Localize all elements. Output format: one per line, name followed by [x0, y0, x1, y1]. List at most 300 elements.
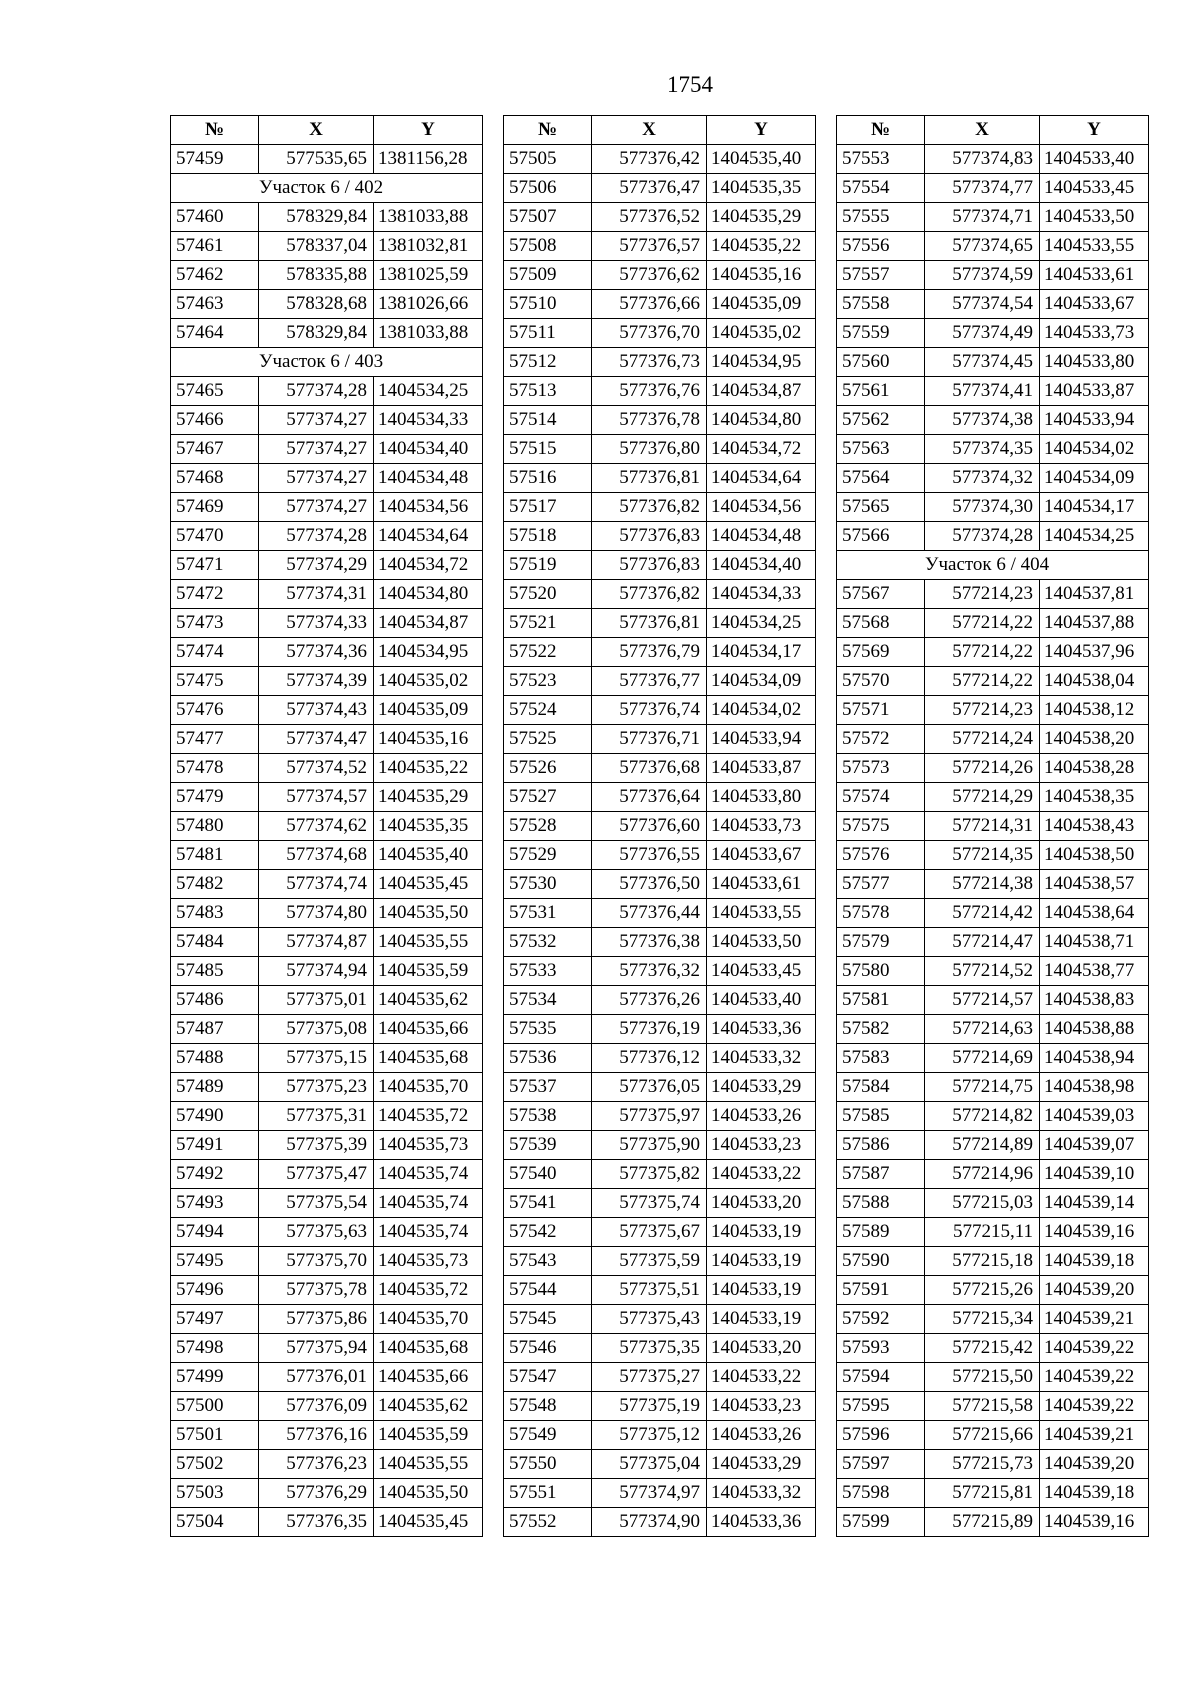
- table-row: [171, 870, 483, 899]
- x-coordinate-cell: 577376,62: [592, 261, 707, 290]
- point-number-cell: 57471: [171, 551, 259, 580]
- point-number-cell: 57486: [171, 986, 259, 1015]
- point-number-cell: 57464: [171, 319, 259, 348]
- y-coordinate-cell: 1404538,98: [1040, 1073, 1149, 1102]
- table-row: [837, 1479, 1149, 1508]
- x-coordinate-cell: 577374,49: [925, 319, 1040, 348]
- table-row: [837, 899, 1149, 928]
- x-coordinate-cell: 577375,54: [259, 1189, 374, 1218]
- table-row: [837, 464, 1149, 493]
- x-coordinate-cell: 577375,74: [592, 1189, 707, 1218]
- y-coordinate-cell: 1404533,29: [707, 1073, 816, 1102]
- y-coordinate-cell: 1404535,74: [374, 1218, 483, 1247]
- table-row: [837, 348, 1149, 377]
- y-coordinate-cell: 1404533,22: [707, 1160, 816, 1189]
- point-number-cell: 57554: [837, 174, 925, 203]
- x-coordinate-cell: 577374,83: [925, 145, 1040, 174]
- table-row: [504, 1276, 816, 1305]
- y-coordinate-cell: 1404533,45: [1040, 174, 1149, 203]
- y-coordinate-cell: 1404533,19: [707, 1276, 816, 1305]
- y-coordinate-cell: 1404534,95: [707, 348, 816, 377]
- x-coordinate-cell: 577376,16: [259, 1421, 374, 1450]
- x-coordinate-cell: 577215,34: [925, 1305, 1040, 1334]
- point-number-cell: 57531: [504, 899, 592, 928]
- table-row: [171, 522, 483, 551]
- x-coordinate-cell: 577376,60: [592, 812, 707, 841]
- y-coordinate-cell: 1404538,12: [1040, 696, 1149, 725]
- x-coordinate-cell: 577375,90: [592, 1131, 707, 1160]
- x-coordinate-cell: 577374,33: [259, 609, 374, 638]
- header-y: Y: [707, 116, 816, 145]
- x-coordinate-cell: 577375,08: [259, 1015, 374, 1044]
- x-coordinate-cell: 578335,88: [259, 261, 374, 290]
- y-coordinate-cell: 1404533,40: [1040, 145, 1149, 174]
- point-number-cell: 57586: [837, 1131, 925, 1160]
- y-coordinate-cell: 1404535,45: [374, 870, 483, 899]
- table-row: [504, 319, 816, 348]
- point-number-cell: 57597: [837, 1450, 925, 1479]
- y-coordinate-cell: 1404535,74: [374, 1160, 483, 1189]
- y-coordinate-cell: 1404534,87: [374, 609, 483, 638]
- table-row: [504, 725, 816, 754]
- header-number: №: [171, 116, 259, 145]
- point-number-cell: 57509: [504, 261, 592, 290]
- x-coordinate-cell: 577215,58: [925, 1392, 1040, 1421]
- x-coordinate-cell: 577214,75: [925, 1073, 1040, 1102]
- page-number: 1754: [667, 72, 713, 97]
- table-row: [504, 1189, 816, 1218]
- y-coordinate-cell: 1404534,64: [374, 522, 483, 551]
- coordinates-table-1: [170, 115, 483, 1537]
- point-number-cell: 57532: [504, 928, 592, 957]
- x-coordinate-cell: 577214,22: [925, 609, 1040, 638]
- x-coordinate-cell: 577374,97: [592, 1479, 707, 1508]
- table-row: [171, 435, 483, 464]
- point-number-cell: 57474: [171, 638, 259, 667]
- y-coordinate-cell: 1404533,26: [707, 1102, 816, 1131]
- x-coordinate-cell: 577214,35: [925, 841, 1040, 870]
- y-coordinate-cell: 1404538,28: [1040, 754, 1149, 783]
- y-coordinate-cell: 1404534,40: [707, 551, 816, 580]
- y-coordinate-cell: 1404535,59: [374, 957, 483, 986]
- point-number-cell: 57479: [171, 783, 259, 812]
- point-number-cell: 57541: [504, 1189, 592, 1218]
- x-coordinate-cell: 577375,94: [259, 1334, 374, 1363]
- table-row: [837, 1218, 1149, 1247]
- y-coordinate-cell: 1404533,32: [707, 1044, 816, 1073]
- header-y: Y: [374, 116, 483, 145]
- section-row: [837, 551, 1149, 580]
- table-row: [837, 1160, 1149, 1189]
- point-number-cell: 57561: [837, 377, 925, 406]
- y-coordinate-cell: 1404539,21: [1040, 1305, 1149, 1334]
- y-coordinate-cell: 1404537,96: [1040, 638, 1149, 667]
- point-number-cell: 57515: [504, 435, 592, 464]
- point-number-cell: 57563: [837, 435, 925, 464]
- table-row: [504, 928, 816, 957]
- x-coordinate-cell: 577215,50: [925, 1363, 1040, 1392]
- table-row: [504, 522, 816, 551]
- x-coordinate-cell: 577374,68: [259, 841, 374, 870]
- table-row: [504, 464, 816, 493]
- x-coordinate-cell: 577374,38: [925, 406, 1040, 435]
- table-row: [504, 1508, 816, 1537]
- point-number-cell: 57567: [837, 580, 925, 609]
- x-coordinate-cell: 578337,04: [259, 232, 374, 261]
- table-row: [837, 870, 1149, 899]
- table-row: [171, 203, 483, 232]
- y-coordinate-cell: 1404535,29: [374, 783, 483, 812]
- y-coordinate-cell: 1404534,72: [374, 551, 483, 580]
- point-number-cell: 57516: [504, 464, 592, 493]
- table-row: [504, 1363, 816, 1392]
- table-row: [504, 609, 816, 638]
- point-number-cell: 57562: [837, 406, 925, 435]
- x-coordinate-cell: 577374,77: [925, 174, 1040, 203]
- table-row: [171, 1160, 483, 1189]
- y-coordinate-cell: 1404538,71: [1040, 928, 1149, 957]
- point-number-cell: 57582: [837, 1015, 925, 1044]
- table-row: [171, 1450, 483, 1479]
- y-coordinate-cell: 1404535,66: [374, 1015, 483, 1044]
- x-coordinate-cell: 577374,80: [259, 899, 374, 928]
- x-coordinate-cell: 577214,23: [925, 580, 1040, 609]
- header-number: №: [504, 116, 592, 145]
- table-row: [837, 841, 1149, 870]
- x-coordinate-cell: 577215,18: [925, 1247, 1040, 1276]
- x-coordinate-cell: 577375,19: [592, 1392, 707, 1421]
- y-coordinate-cell: 1404535,22: [374, 754, 483, 783]
- table-row: [171, 609, 483, 638]
- y-coordinate-cell: 1404533,73: [707, 812, 816, 841]
- table-row: [837, 435, 1149, 464]
- x-coordinate-cell: 577374,31: [259, 580, 374, 609]
- y-coordinate-cell: 1381032,81: [374, 232, 483, 261]
- point-number-cell: 57535: [504, 1015, 592, 1044]
- x-coordinate-cell: 578329,84: [259, 319, 374, 348]
- x-coordinate-cell: 577374,27: [259, 464, 374, 493]
- point-number-cell: 57466: [171, 406, 259, 435]
- table-row: [171, 1421, 483, 1450]
- table-row: [837, 580, 1149, 609]
- table-row: [504, 203, 816, 232]
- point-number-cell: 57551: [504, 1479, 592, 1508]
- point-number-cell: 57537: [504, 1073, 592, 1102]
- y-coordinate-cell: 1404533,45: [707, 957, 816, 986]
- y-coordinate-cell: 1404533,55: [1040, 232, 1149, 261]
- x-coordinate-cell: 577374,35: [925, 435, 1040, 464]
- y-coordinate-cell: 1404539,18: [1040, 1479, 1149, 1508]
- x-coordinate-cell: 577374,41: [925, 377, 1040, 406]
- point-number-cell: 57520: [504, 580, 592, 609]
- point-number-cell: 57527: [504, 783, 592, 812]
- y-coordinate-cell: 1404535,55: [374, 1450, 483, 1479]
- y-coordinate-cell: 1404535,72: [374, 1276, 483, 1305]
- table-row: [504, 435, 816, 464]
- table-row: [504, 957, 816, 986]
- table-row: [837, 1450, 1149, 1479]
- point-number-cell: 57555: [837, 203, 925, 232]
- y-coordinate-cell: 1381033,88: [374, 319, 483, 348]
- x-coordinate-cell: 577375,47: [259, 1160, 374, 1189]
- table-row: [171, 1015, 483, 1044]
- x-coordinate-cell: 577376,83: [592, 522, 707, 551]
- x-coordinate-cell: 577375,67: [592, 1218, 707, 1247]
- y-coordinate-cell: 1404534,56: [707, 493, 816, 522]
- y-coordinate-cell: 1404533,19: [707, 1218, 816, 1247]
- x-coordinate-cell: 577214,69: [925, 1044, 1040, 1073]
- point-number-cell: 57488: [171, 1044, 259, 1073]
- table-row: [504, 841, 816, 870]
- table-row: [504, 551, 816, 580]
- x-coordinate-cell: 577374,65: [925, 232, 1040, 261]
- y-coordinate-cell: 1404535,62: [374, 1392, 483, 1421]
- table-row: [171, 1305, 483, 1334]
- x-coordinate-cell: 578329,84: [259, 203, 374, 232]
- table-row: [837, 696, 1149, 725]
- section-row: [171, 174, 483, 203]
- table-row: [837, 1102, 1149, 1131]
- point-number-cell: 57573: [837, 754, 925, 783]
- point-number-cell: 57525: [504, 725, 592, 754]
- y-coordinate-cell: 1404539,07: [1040, 1131, 1149, 1160]
- y-coordinate-cell: 1404535,35: [374, 812, 483, 841]
- table-row: [504, 232, 816, 261]
- point-number-cell: 57481: [171, 841, 259, 870]
- table-row: [171, 667, 483, 696]
- x-coordinate-cell: 577214,23: [925, 696, 1040, 725]
- x-coordinate-cell: 577376,80: [592, 435, 707, 464]
- point-number-cell: 57476: [171, 696, 259, 725]
- table-row: [171, 783, 483, 812]
- x-coordinate-cell: 577374,62: [259, 812, 374, 841]
- x-coordinate-cell: 577214,22: [925, 667, 1040, 696]
- y-coordinate-cell: 1404538,94: [1040, 1044, 1149, 1073]
- y-coordinate-cell: 1404535,02: [374, 667, 483, 696]
- table-row: [837, 522, 1149, 551]
- table-row: [171, 899, 483, 928]
- table-row: [171, 1218, 483, 1247]
- y-coordinate-cell: 1404539,22: [1040, 1363, 1149, 1392]
- y-coordinate-cell: 1404533,94: [707, 725, 816, 754]
- x-coordinate-cell: 577374,28: [925, 522, 1040, 551]
- point-number-cell: 57503: [171, 1479, 259, 1508]
- point-number-cell: 57553: [837, 145, 925, 174]
- y-coordinate-cell: 1404539,03: [1040, 1102, 1149, 1131]
- y-coordinate-cell: 1404535,40: [374, 841, 483, 870]
- x-coordinate-cell: 577215,89: [925, 1508, 1040, 1537]
- x-coordinate-cell: 577374,94: [259, 957, 374, 986]
- y-coordinate-cell: 1381033,88: [374, 203, 483, 232]
- table-row: [171, 1247, 483, 1276]
- x-coordinate-cell: 577214,24: [925, 725, 1040, 754]
- table-header-row: [504, 116, 816, 145]
- y-coordinate-cell: 1404535,35: [707, 174, 816, 203]
- point-number-cell: 57568: [837, 609, 925, 638]
- x-coordinate-cell: 577375,63: [259, 1218, 374, 1247]
- point-number-cell: 57566: [837, 522, 925, 551]
- table-row: [504, 1015, 816, 1044]
- x-coordinate-cell: 577374,74: [259, 870, 374, 899]
- point-number-cell: 57524: [504, 696, 592, 725]
- y-coordinate-cell: 1404533,23: [707, 1392, 816, 1421]
- y-coordinate-cell: 1404533,67: [707, 841, 816, 870]
- x-coordinate-cell: 577374,27: [259, 435, 374, 464]
- x-coordinate-cell: 577376,68: [592, 754, 707, 783]
- point-number-cell: 57549: [504, 1421, 592, 1450]
- point-number-cell: 57467: [171, 435, 259, 464]
- point-number-cell: 57475: [171, 667, 259, 696]
- table-row: [504, 261, 816, 290]
- y-coordinate-cell: 1404535,59: [374, 1421, 483, 1450]
- y-coordinate-cell: 1404538,43: [1040, 812, 1149, 841]
- section-label: Участок 6 / 403: [171, 348, 483, 377]
- point-number-cell: 57492: [171, 1160, 259, 1189]
- x-coordinate-cell: 577376,77: [592, 667, 707, 696]
- point-number-cell: 57506: [504, 174, 592, 203]
- table-row: [837, 1508, 1149, 1537]
- table-row: [171, 725, 483, 754]
- x-coordinate-cell: 577375,15: [259, 1044, 374, 1073]
- y-coordinate-cell: 1404539,22: [1040, 1392, 1149, 1421]
- x-coordinate-cell: 577214,52: [925, 957, 1040, 986]
- y-coordinate-cell: 1404533,23: [707, 1131, 816, 1160]
- x-coordinate-cell: 577376,81: [592, 464, 707, 493]
- x-coordinate-cell: 577376,70: [592, 319, 707, 348]
- y-coordinate-cell: 1404534,56: [374, 493, 483, 522]
- point-number-cell: 57470: [171, 522, 259, 551]
- point-number-cell: 57565: [837, 493, 925, 522]
- y-coordinate-cell: 1404534,25: [1040, 522, 1149, 551]
- point-number-cell: 57569: [837, 638, 925, 667]
- y-coordinate-cell: 1404539,16: [1040, 1508, 1149, 1537]
- x-coordinate-cell: 577215,26: [925, 1276, 1040, 1305]
- y-coordinate-cell: 1381156,28: [374, 145, 483, 174]
- table-row: [171, 1189, 483, 1218]
- y-coordinate-cell: 1404535,68: [374, 1044, 483, 1073]
- point-number-cell: 57472: [171, 580, 259, 609]
- y-coordinate-cell: 1404533,19: [707, 1305, 816, 1334]
- point-number-cell: 57462: [171, 261, 259, 290]
- point-number-cell: 57570: [837, 667, 925, 696]
- x-coordinate-cell: 577214,89: [925, 1131, 1040, 1160]
- point-number-cell: 57575: [837, 812, 925, 841]
- header-number: №: [837, 116, 925, 145]
- point-number-cell: 57505: [504, 145, 592, 174]
- table-row: [837, 174, 1149, 203]
- x-coordinate-cell: 577376,44: [592, 899, 707, 928]
- table-row: [171, 841, 483, 870]
- point-number-cell: 57507: [504, 203, 592, 232]
- point-number-cell: 57529: [504, 841, 592, 870]
- y-coordinate-cell: 1404535,29: [707, 203, 816, 232]
- point-number-cell: 57533: [504, 957, 592, 986]
- x-coordinate-cell: 577214,22: [925, 638, 1040, 667]
- point-number-cell: 57550: [504, 1450, 592, 1479]
- y-coordinate-cell: 1404533,67: [1040, 290, 1149, 319]
- point-number-cell: 57536: [504, 1044, 592, 1073]
- point-number-cell: 57556: [837, 232, 925, 261]
- table-row: [171, 145, 483, 174]
- table-row: [837, 1363, 1149, 1392]
- point-number-cell: 57461: [171, 232, 259, 261]
- table-row: [504, 1247, 816, 1276]
- x-coordinate-cell: 577375,86: [259, 1305, 374, 1334]
- y-coordinate-cell: 1404535,09: [707, 290, 816, 319]
- point-number-cell: 57545: [504, 1305, 592, 1334]
- y-coordinate-cell: 1404538,20: [1040, 725, 1149, 754]
- x-coordinate-cell: 577215,42: [925, 1334, 1040, 1363]
- x-coordinate-cell: 577215,11: [925, 1218, 1040, 1247]
- point-number-cell: 57473: [171, 609, 259, 638]
- x-coordinate-cell: 577376,05: [592, 1073, 707, 1102]
- table-row: [171, 1363, 483, 1392]
- point-number-cell: 57599: [837, 1508, 925, 1537]
- point-number-cell: 57485: [171, 957, 259, 986]
- table-row: [837, 377, 1149, 406]
- table-header-row: [837, 116, 1149, 145]
- x-coordinate-cell: 577376,79: [592, 638, 707, 667]
- x-coordinate-cell: 577376,76: [592, 377, 707, 406]
- point-number-cell: 57585: [837, 1102, 925, 1131]
- y-coordinate-cell: 1404533,20: [707, 1189, 816, 1218]
- x-coordinate-cell: 577376,64: [592, 783, 707, 812]
- x-coordinate-cell: 577376,73: [592, 348, 707, 377]
- table-row: [837, 812, 1149, 841]
- x-coordinate-cell: 577215,03: [925, 1189, 1040, 1218]
- table-row: [504, 406, 816, 435]
- point-number-cell: 57594: [837, 1363, 925, 1392]
- y-coordinate-cell: 1404533,50: [1040, 203, 1149, 232]
- table-row: [837, 986, 1149, 1015]
- x-coordinate-cell: 577376,71: [592, 725, 707, 754]
- table-row: [171, 464, 483, 493]
- x-coordinate-cell: 577376,82: [592, 580, 707, 609]
- point-number-cell: 57518: [504, 522, 592, 551]
- x-coordinate-cell: 577375,12: [592, 1421, 707, 1450]
- table-row: [504, 638, 816, 667]
- point-number-cell: 57579: [837, 928, 925, 957]
- y-coordinate-cell: 1404533,55: [707, 899, 816, 928]
- point-number-cell: 57523: [504, 667, 592, 696]
- y-coordinate-cell: 1404533,80: [707, 783, 816, 812]
- point-number-cell: 57558: [837, 290, 925, 319]
- x-coordinate-cell: 577374,90: [592, 1508, 707, 1537]
- point-number-cell: 57504: [171, 1508, 259, 1537]
- table-row: [504, 174, 816, 203]
- table-row: [504, 145, 816, 174]
- x-coordinate-cell: 577376,81: [592, 609, 707, 638]
- header-x: X: [259, 116, 374, 145]
- table-row: [171, 986, 483, 1015]
- table-row: [171, 1131, 483, 1160]
- x-coordinate-cell: 577214,29: [925, 783, 1040, 812]
- point-number-cell: 57497: [171, 1305, 259, 1334]
- table-row: [504, 783, 816, 812]
- x-coordinate-cell: 577374,27: [259, 493, 374, 522]
- table-row: [837, 1276, 1149, 1305]
- y-coordinate-cell: 1404539,21: [1040, 1421, 1149, 1450]
- y-coordinate-cell: 1404534,25: [707, 609, 816, 638]
- y-coordinate-cell: 1404534,87: [707, 377, 816, 406]
- point-number-cell: 57583: [837, 1044, 925, 1073]
- table-row: [171, 754, 483, 783]
- y-coordinate-cell: 1404533,40: [707, 986, 816, 1015]
- y-coordinate-cell: 1404533,29: [707, 1450, 816, 1479]
- y-coordinate-cell: 1404538,64: [1040, 899, 1149, 928]
- point-number-cell: 57500: [171, 1392, 259, 1421]
- x-coordinate-cell: 577376,52: [592, 203, 707, 232]
